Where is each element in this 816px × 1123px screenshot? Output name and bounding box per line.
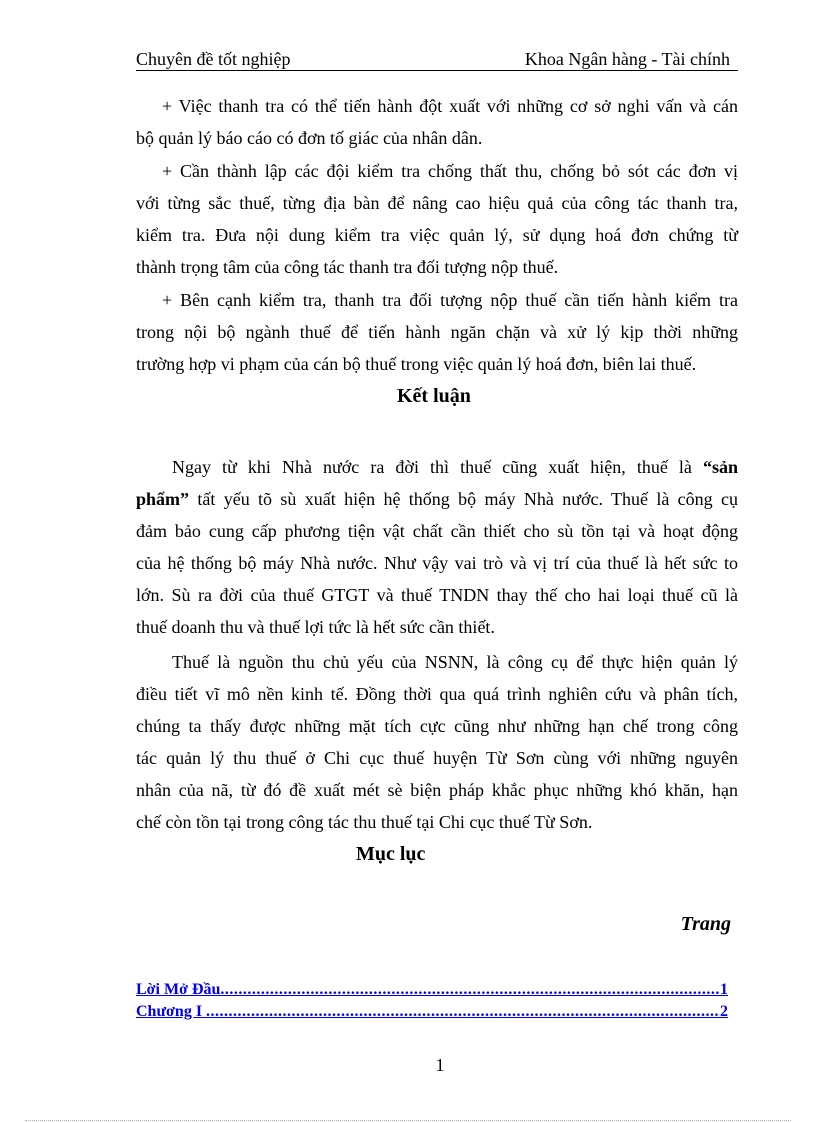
conclusion-paragraph-2: [136, 646, 738, 838]
text-line: kiểm tra. Đưa nội dung kiểm tra việc quản lý, sử dụng hoá đơn chứng từ: [136, 225, 738, 245]
text-line: điều tiết vĩ mô nền kinh tế. Đồng thời qua quá trình nghiên cứu và phân tích,: [136, 684, 738, 704]
toc-leader-dots: [220, 979, 720, 1001]
text-line: trường hợp vi phạm của cán bộ thuế trong việc quản lý hoá đơn, biên lai thuế.: [136, 354, 697, 374]
text-line: bộ quản lý báo cáo có đơn tố giác của nhân dân.: [136, 128, 483, 148]
text-line: Thuế là nguồn thu chủ yếu của NSNN, là công cụ để thực hiện quản lý: [172, 652, 738, 672]
text-line: chế còn tồn tại trong công tác thu thuế tại Chi cục thuế Từ Sơn.: [136, 812, 593, 832]
text-line: + Cần thành lập các đội kiểm tra chống thất thu, chống bỏ sót các đơn vị: [162, 161, 738, 181]
text-line: trong nội bộ ngành thuế để tiến hành ngăn chặn và xử lý kịp thời những: [136, 322, 738, 342]
page-number: 1: [435, 1055, 445, 1075]
emphasis-text: phẩm”: [136, 489, 190, 509]
text-line: tác quản lý thu thuế ở Chi cục thuế huyện Từ Sơn cùng với những nguyên: [136, 748, 738, 768]
text-line: của hệ thống bộ máy Nhà nước. Như vậy vai trò và vị trí của thuế là hết sức to: [136, 553, 738, 573]
toc-entry-page: 2: [720, 1003, 728, 1020]
emphasis-text: “sản: [702, 457, 738, 477]
toc-heading: Mục lục: [356, 843, 426, 865]
toc-entry-page: 1: [720, 981, 728, 998]
text-line: thành trọng tâm của công tác thanh tra đối tượng nộp thuế.: [136, 257, 559, 277]
paragraph-inspection-3: [136, 284, 738, 380]
text-segment: tất yếu tõ sù xuất hiện hệ thống bộ máy Nhà nước. Thuế là công cụ: [189, 489, 738, 509]
toc-entry-label: Lời Mở Đầu: [136, 981, 221, 998]
page-bottom-divider: [25, 1120, 791, 1121]
text-line: đảm bảo cung cấp phương tiện vật chất cần thiết cho sù tồn tại và hoạt động: [136, 521, 738, 541]
toc-entry-label: Chương I: [136, 1003, 207, 1020]
header-left-title: Chuyên đề tốt nghiệp: [136, 49, 291, 69]
conclusion-heading: Kết luận: [397, 385, 471, 407]
toc-leader-dots: [206, 1001, 720, 1023]
page-header: [136, 48, 738, 71]
conclusion-paragraph-1: [136, 451, 738, 643]
text-line: với từng sắc thuế, từng địa bàn để nâng cao hiệu quả của công tác thanh tra,: [136, 193, 738, 213]
text-line: chúng ta thấy được những mặt tích cực cũng như những hạn chế trong công: [136, 716, 738, 736]
text-line: [136, 483, 738, 515]
text-segment: Ngay từ khi Nhà nước ra đời thì thuế cũng xuất hiện, thuế là: [172, 457, 703, 477]
header-right-title: Khoa Ngân hàng - Tài chính: [524, 49, 730, 69]
toc-entry-chuong-1[interactable]: [136, 1001, 728, 1023]
text-line: lớn. Sù ra đời của thuế GTGT và thuế TNDN thay thế cho hai loại thuế cũ là: [136, 585, 738, 605]
toc-entry-loi-mo-dau[interactable]: [136, 979, 728, 1001]
toc-page-column-label: Trang: [680, 913, 731, 935]
text-line: thuế doanh thu và thuế lợi tức là hết sức cần thiết.: [136, 617, 495, 637]
paragraph-inspection-1: [136, 90, 738, 154]
text-line: nhân của nã, từ đó đề xuất mét sè biện pháp khắc phục những khó khăn, hạn: [136, 780, 738, 800]
text-line: [136, 451, 738, 483]
paragraph-inspection-2: [136, 155, 738, 283]
text-line: + Việc thanh tra có thể tiến hành đột xuất với những cơ sở nghi vấn và cán: [162, 96, 738, 116]
text-line: + Bên cạnh kiểm tra, thanh tra đối tượng nộp thuế cần tiến hành kiểm tra: [162, 290, 738, 310]
